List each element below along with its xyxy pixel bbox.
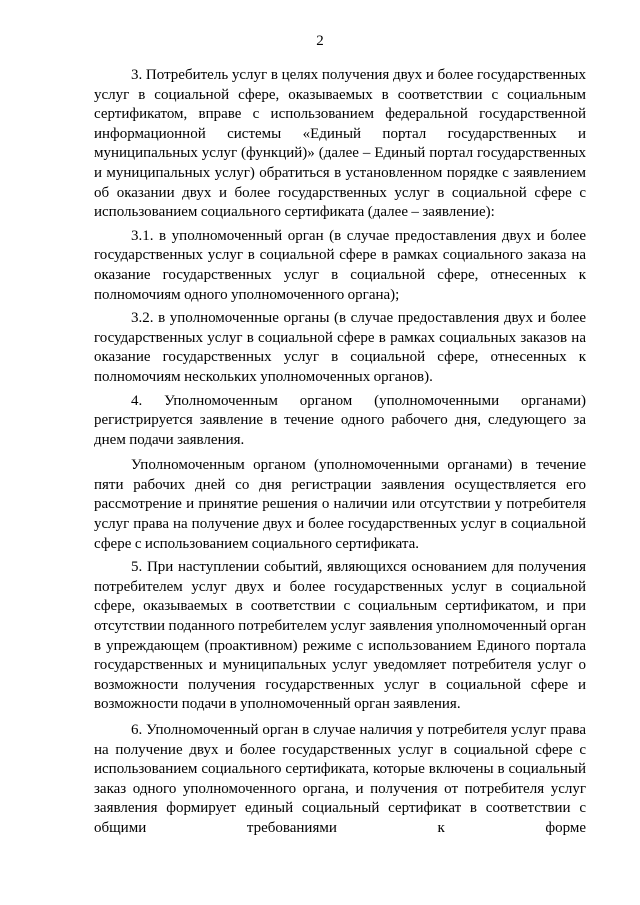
paragraph-3: 3. Потребитель услуг в целях получения двух и более государственных услуг в социальной сфере, оказываемых в соответствии с социальным сертификатом, вправе с использованием федеральной государственной информационной системы «Единый портал государственных и муниципальных услуг (функций)» (далее – Единый портал государственных и муниципальных услуг) обратиться в установленном порядке с заявлением об оказании двух и более государственных услуг в социальной сфере с использованием социального сертификата (далее – заявление):: [94, 67, 586, 221]
paragraph-4-review: Уполномоченным органом (уполномоченными органами) в течение пяти рабочих дней со дня регистрации заявления осуществляется его рассмотрение и принятие решения о наличии или отсутствии у потребителя услуг права на получение двух и более государственных услуг в социальной сфере с использованием социального сертификата.: [94, 457, 586, 552]
paragraph-3-1: 3.1. в уполномоченный орган (в случае предоставления двух и более государственных услуг в социальной сфере в рамках социального заказа на оказание государственных услуг в социальной сфере, отнесенных к полномочиям одного уполномоченного органа);: [94, 227, 586, 303]
paragraph-6: 6. Уполномоченный орган в случае наличия у потребителя услуг права на получение двух и более государственных услуг в социальной сфере с использованием социального сертификата, которые включены в социальный заказ одного уполномоченного органа, и получения от потребителя услуг заявления формирует единый социальный сертификат в соответствии с общими требованиями к форме: [94, 722, 586, 836]
document-body: [94, 66, 586, 843]
paragraph-3-2: 3.2. в уполномоченные органы (в случае предоставления двух и более государственных услуг в социальной сфере в рамках социальных заказов на оказание государственных услуг в социальной сфере, отнесенных к полномочиям нескольких уполномоченных органов).: [94, 310, 586, 385]
page-number: 2: [316, 33, 324, 49]
paragraph-4: 4. Уполномоченным органом (уполномоченными органами) регистрируется заявление в течение одного рабочего дня, следующего за днем подачи заявления.: [94, 392, 586, 448]
paragraph-5: 5. При наступлении событий, являющихся основанием для получения потребителем услуг двух и более государственных услуг в социальной сфере, оказываемых в соответствии с социальным сертификатом, и при отсутствии поданного потребителем услуг заявления уполномоченный орган в упреждающем (проактивном) режиме с использованием Единого портала государственных и муниципальных услуг уведомляет потребителя услуг о возможности получения государственных услуг в социальной сфере и возможности подачи в уполномоченный орган заявления.: [94, 559, 586, 713]
